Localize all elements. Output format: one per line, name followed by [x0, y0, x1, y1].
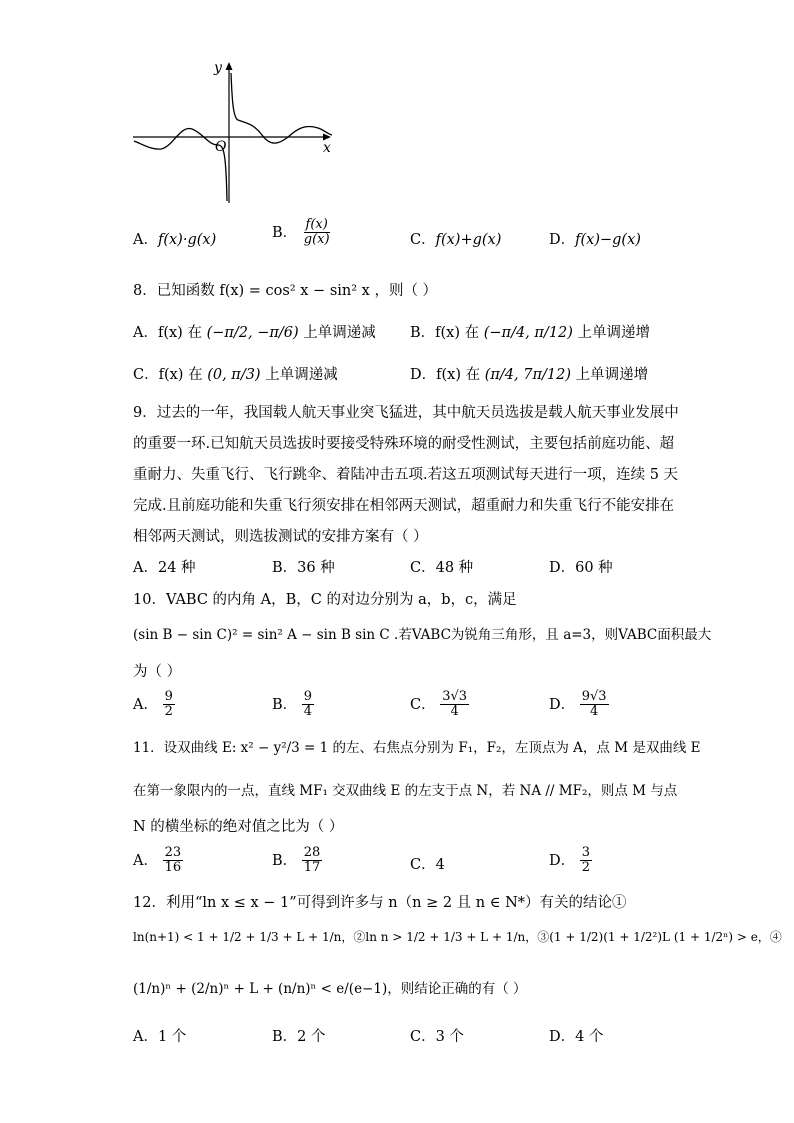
function-graph	[128, 58, 340, 208]
q8-option-d[interactable]: D．f(x) 在 (π/4, 7π/12) 上单调递增	[410, 367, 649, 383]
q9-option-a[interactable]: A．24 种	[133, 560, 196, 576]
q12-line: 12．利用“ln x ≤ x − 1”可得到许多与 n（n ≥ 2 且 n ∈ N*）有关的结论①	[133, 895, 627, 911]
y-axis-arrow	[226, 62, 233, 70]
q9-line: 9．过去的一年，我国载人航天事业突飞猛进，其中航天员选拔是载人航天事业发展中	[133, 405, 679, 421]
q10-line: (sin B − sin C)² = sin² A − sin B sin C .若VABC为锐角三角形，且 a=3，则VABC面积最大	[133, 627, 712, 643]
q7-option-b-fraction: $\frac{f(x)}{g(x)}$	[303, 217, 330, 248]
q10-option-c[interactable]: C． $\frac{3√3}{4}$	[410, 689, 468, 720]
q11-option-c[interactable]: C．4	[410, 857, 445, 873]
q11-line: N 的横坐标的绝对值之比为（ ）	[133, 819, 344, 835]
q10-line: 为（ ）	[133, 664, 182, 680]
q7-option-b[interactable]: B． $\frac{f(x)}{g(x)}$	[272, 217, 330, 248]
q9-line: 重耐力、失重飞行、飞行跳伞、着陆冲击五项.若这五项测试每天进行一项，连续 5 天	[133, 467, 679, 483]
curve-right	[231, 73, 332, 143]
y-axis-label: y	[214, 60, 222, 76]
q12-option-c[interactable]: C．3 个	[410, 1029, 464, 1045]
q12-option-a[interactable]: A．1 个	[133, 1029, 187, 1045]
q10-option-d[interactable]: D． $\frac{9√3}{4}$	[549, 689, 607, 720]
q12-line: (1/n)ⁿ + (2/n)ⁿ + L + (n/n)ⁿ < e/(e−1)，则结论正确的有（ ）	[133, 981, 527, 997]
q7-option-c[interactable]: C．f(x)+g(x)	[410, 232, 502, 248]
q10-option-a[interactable]: A． $\frac{9}{2}$	[133, 689, 173, 720]
q7-option-c-text: f(x)+g(x)	[435, 232, 502, 248]
q12-option-d[interactable]: D．4 个	[549, 1029, 604, 1045]
q11-option-a[interactable]: A． $\frac{23}{16}$	[133, 845, 182, 876]
q9-option-d[interactable]: D．60 种	[549, 560, 613, 576]
q11-option-b[interactable]: B． $\frac{28}{17}$	[272, 845, 321, 876]
q9-line: 的重要一环.已知航天员选拔时要接受特殊环境的耐受性测试，主要包括前庭功能、超	[133, 436, 675, 452]
q7-option-d-text: f(x)−g(x)	[575, 232, 641, 248]
q9-line: 相邻两天测试，则选拔测试的安排方案有（ ）	[133, 529, 428, 545]
q7-option-d[interactable]: D．f(x)−g(x)	[549, 232, 641, 248]
q7-option-a-text: f(x)·g(x)	[157, 232, 217, 248]
q8-option-a[interactable]: A．f(x) 在 (−π/2, −π/6) 上单调递减	[133, 325, 376, 341]
q12-option-b[interactable]: B．2 个	[272, 1029, 326, 1045]
q10-option-b[interactable]: B． $\frac{9}{4}$	[272, 689, 313, 720]
q11-line: 在第一象限内的一点，直线 MF₁ 交双曲线 E 的左支于点 N，若 NA // MF₂，则点 M 与点	[133, 783, 678, 799]
q11-option-d[interactable]: D． $\frac{3}{2}$	[549, 845, 591, 876]
x-axis-label: x	[323, 140, 331, 156]
q8-option-b[interactable]: B．f(x) 在 (−π/4, π/12) 上单调递增	[410, 325, 651, 341]
q9-option-c[interactable]: C．48 种	[410, 560, 474, 576]
q9-option-b[interactable]: B．36 种	[272, 560, 335, 576]
q8-stem: 8．已知函数 f(x) = cos² x − sin² x ，则（ ）	[133, 283, 438, 299]
curve-left	[134, 129, 227, 201]
q10-line: 10．VABC 的内角 A，B，C 的对边分别为 a，b，c，满足	[133, 592, 517, 608]
q8-option-c[interactable]: C．f(x) 在 (0, π/3) 上单调递减	[133, 367, 338, 383]
q9-line: 完成.且前庭功能和失重飞行须安排在相邻两天测试，超重耐力和失重飞行不能安排在	[133, 498, 675, 514]
q12-line: ln(n+1) < 1 + 1/2 + 1/3 + L + 1/n，②ln n > 1/2 + 1/3 + L + 1/n，③(1 + 1/2)(1 + 1/2²)L (1 + 1/2ⁿ) > e，④	[133, 930, 782, 944]
origin-label: O	[215, 139, 227, 155]
q7-option-a[interactable]: A．f(x)·g(x)	[133, 232, 217, 248]
q11-line: 11．设双曲线 E: x² − y²/3 = 1 的左、右焦点分别为 F₁，F₂，左顶点为 A，点 M 是双曲线 E	[133, 740, 701, 756]
